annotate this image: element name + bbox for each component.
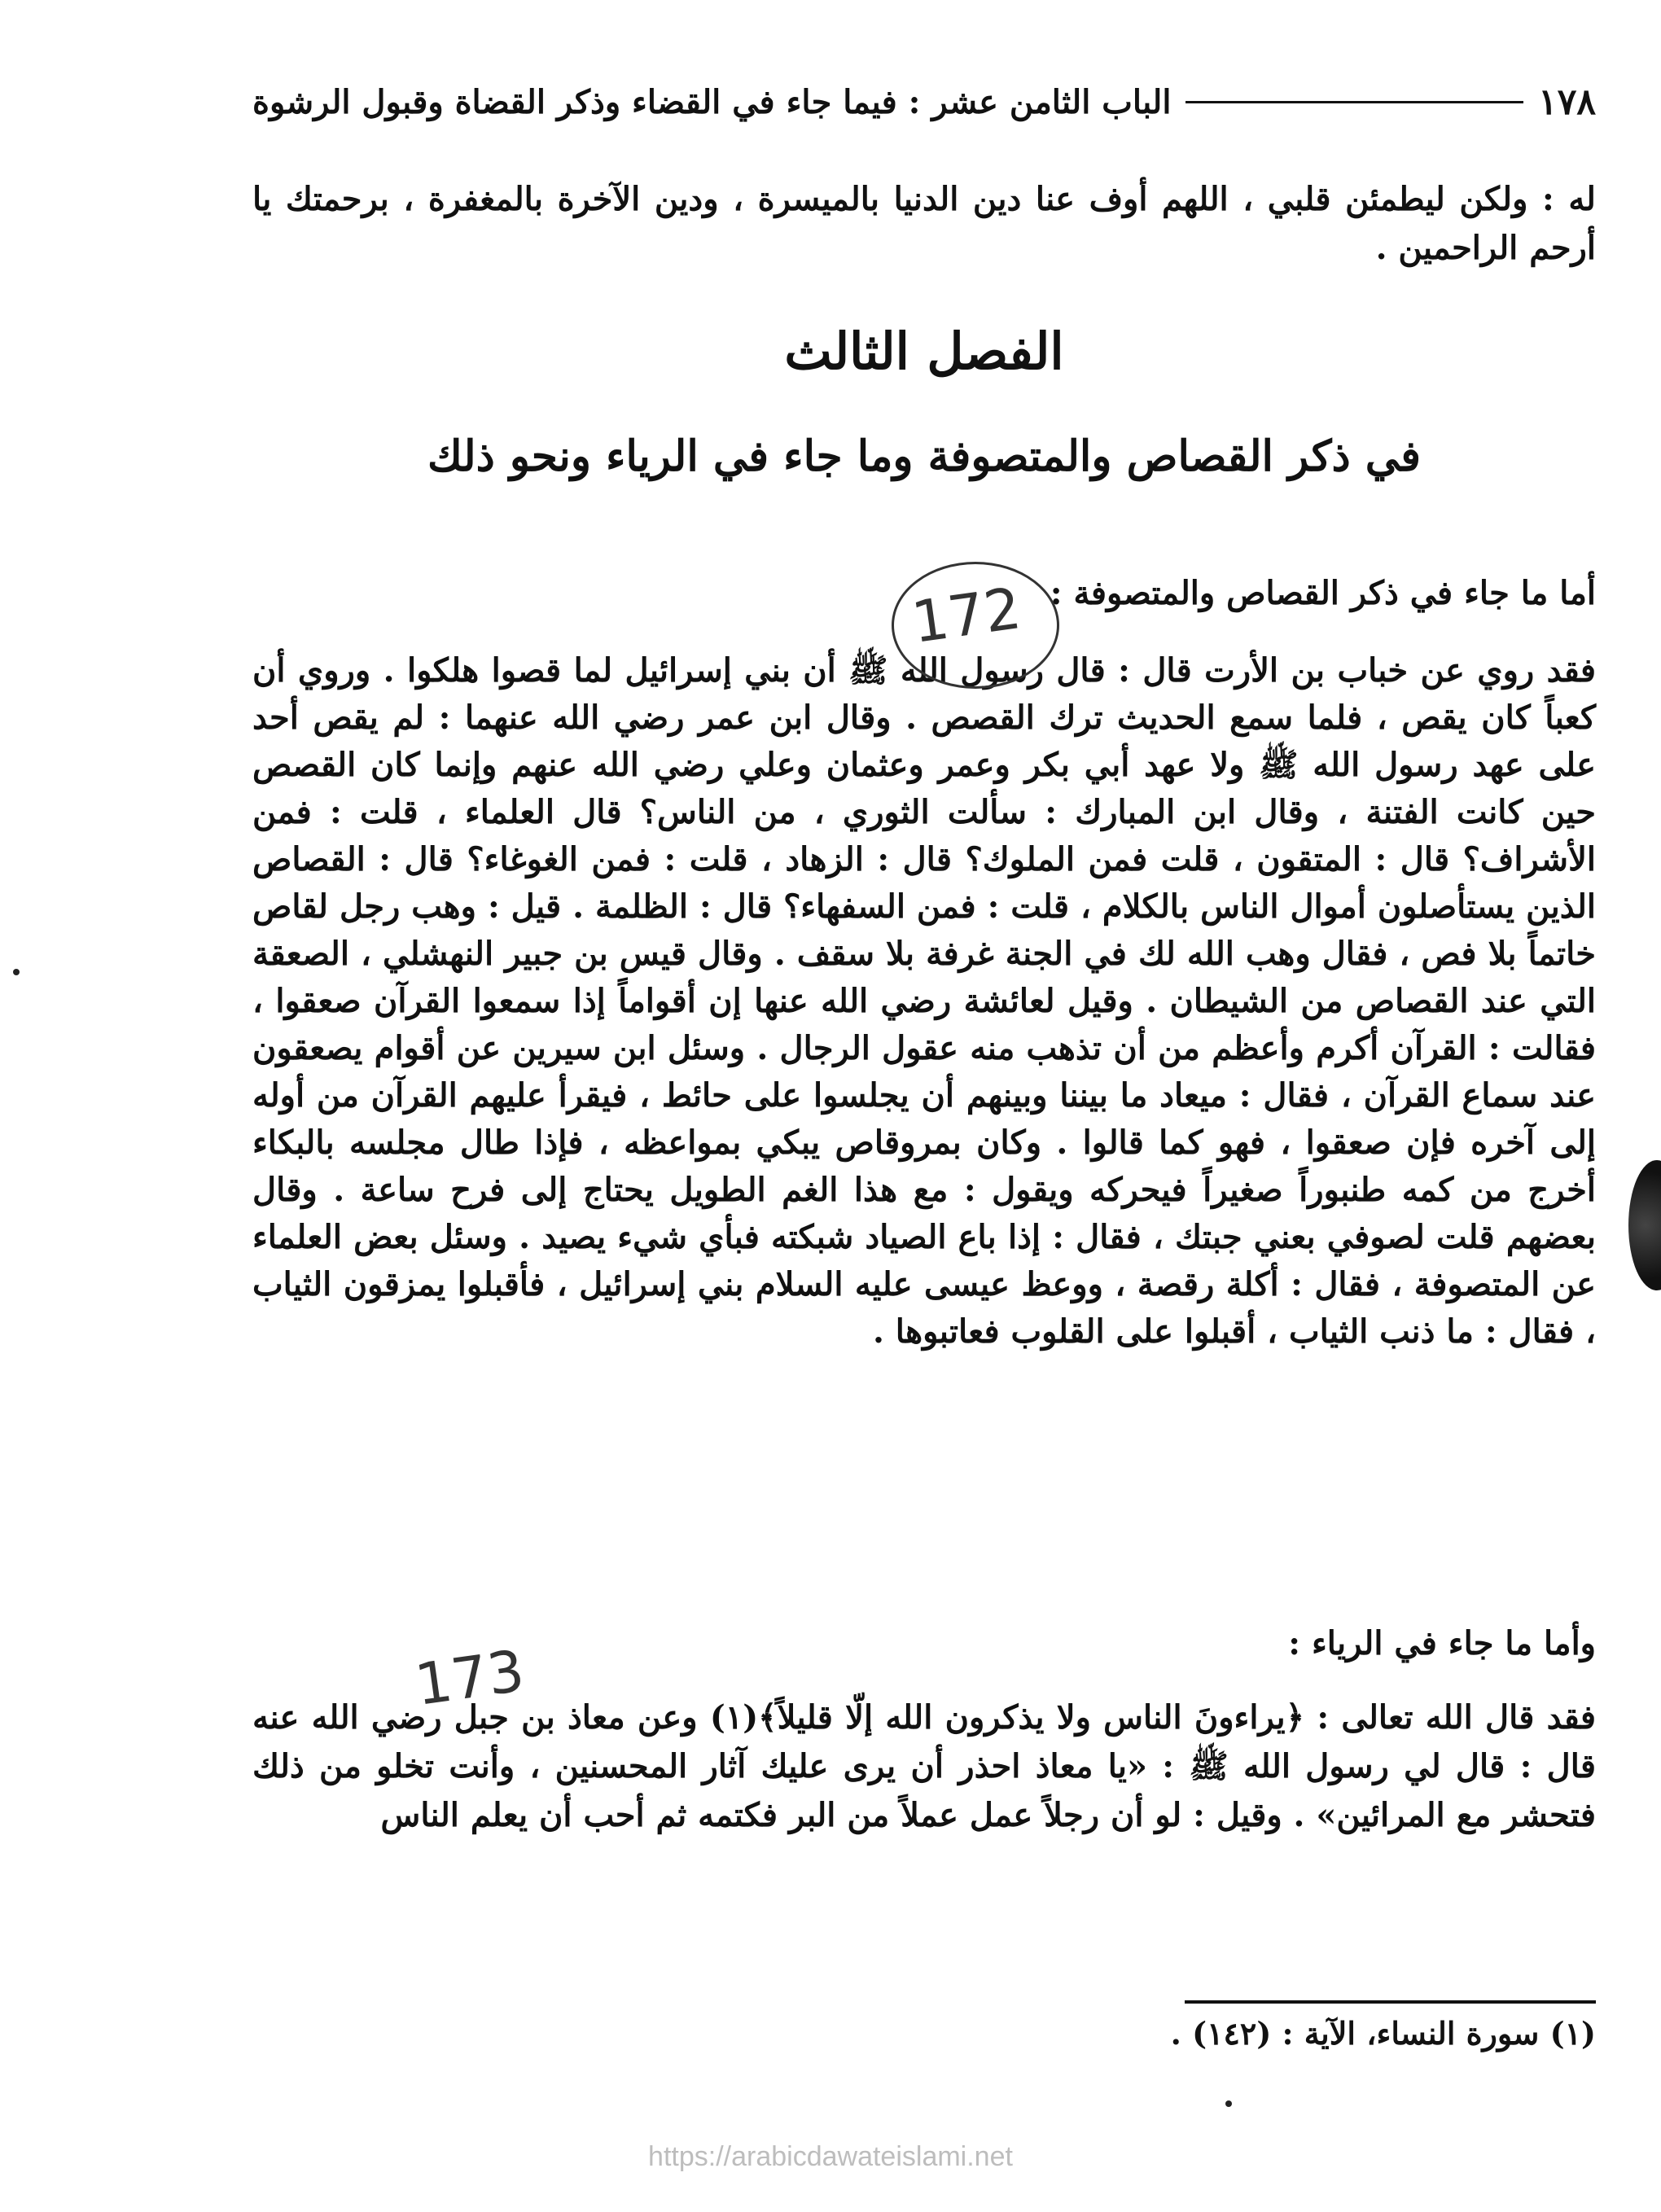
footnote: (١) سورة النساء، الآية : (١٤٢) .: [1170, 2015, 1596, 2052]
running-header-title: الباب الثامن عشر : فيما جاء في القضاء وذكر القضاة وقبول الرشوة: [252, 82, 1172, 121]
scan-edge-mark: [1628, 1160, 1661, 1290]
watermark-url: https://arabicdawateislami.net: [648, 2141, 1013, 2172]
scan-speck: [1225, 2100, 1232, 2107]
header-rule: [1185, 101, 1523, 103]
intro-paragraph: له : ولكن ليطمئن قلبي ، اللهم أوف عنا دين الدنيا بالميسرة ، ودين الآخرة بالمغفرة ، برحمتك يا أرحم الراحمين .: [252, 180, 1596, 267]
section-body-storytellers: فقد روي عن خباب بن الأرت قال : قال رسول الله ﷺ أن بني إسرائيل لما قصوا هلكوا . وروي أن كعباً كان يقص ، فلما سمع الحديث ترك القصص . وقال ابن عمر رضي الله عنهما : لم يقص أحد على عهد رسول الله ﷺ ولا عهد أبي بكر وعمر وعثمان وعلي رضي الله عنهم وإنما كان القصص حين كانت الفتنة ، وقال ابن المبارك : سألت الثوري ، من الناس؟ قال العلماء ، قلت : فمن الأشراف؟ قال : المتقون ، قلت فمن الملوك؟ قال : الزهاد ، قلت : فمن الغوغاء؟ قال : القصاص الذين يستأصلون أموال الناس بالكلام ، قلت : فمن السفهاء؟ قال : الظلمة . قيل : وهب رجل لقاص خاتماً بلا فص ، فقال وهب الله لك في الجنة غرفة بلا سقف . وقال قيس بن جبير النهشلي ، الصعقة التي عند القصاص من الشيطان . وقيل لعائشة رضي الله عنها إن أقواماً إذا سمعوا القرآن صعقوا ، فقالت : القرآن أكرم وأعظم من أن تذهب منه عقول الرجال . وسئل ابن سيرين عن أقوام يصعقون عند سماع القرآن ، فقال : ميعاد ما بيننا وبينهم أن يجلسوا على حائط ، فيقرأ عليهم القرآن من أوله إلى آخره فإن صعقوا ، فهو كما قالوا . وكان بمروقاص يبكي بمواعظه ، فإذا طال مجلسه بالبكاء أخرج من كمه طنبوراً صغيراً فيحركه ويقول : مع هذا الغم الطويل يحتاج إلى فرح ساعة . وقال بعضهم قلت لصوفي بعني جبتك ، فقال : إذا باع الصياد شبكته فبأي شيء يصيد . وسئل بعض العلماء عن المتصوفة ، فقال : أكلة رقصة ، ووعظ عيسى عليه السلام بني إسرائيل ، فأقبلوا يمزقون الثياب ، فقال : ما ذنب الثياب ، أقبلوا على القلوب فعاتبوها .: [252, 651, 1597, 1351]
section-heading-riya: وأما ما جاء في الرياء :: [1288, 1624, 1596, 1662]
scan-speck: [13, 969, 20, 975]
section-heading-storytellers: أما ما جاء في ذكر القصاص والمتصوفة :: [1050, 574, 1596, 612]
chapter-subtitle: في ذكر القصاص والمتصوفة وما جاء في الرياء ونحو ذلك: [427, 431, 1422, 481]
handwritten-note-173: 173: [410, 1637, 528, 1719]
footnote-rule: [1185, 2000, 1596, 2004]
handwritten-note-172: 172: [907, 575, 1025, 656]
running-header: [252, 73, 1596, 130]
page-number: ١٧٨: [1538, 81, 1596, 123]
section-body-riya: فقد قال الله تعالى : ﴿يراءونَ الناس ولا يذكرون الله إلّا قليلاً﴾(١) وعن معاذ بن جبل رضي الله عنه قال : قال لي رسول الله ﷺ : «يا معاذ احذر أن يرى عليك آثار المحسنين ، وأنت تخلو من ذلك فتحشر مع المرائين» . وقيل : لو أن رجلاً عمل عملاً من البر فكتمه ثم أحب أن يعلم الناس: [252, 1698, 1596, 1834]
chapter-title: الفصل الثالث: [784, 322, 1064, 381]
